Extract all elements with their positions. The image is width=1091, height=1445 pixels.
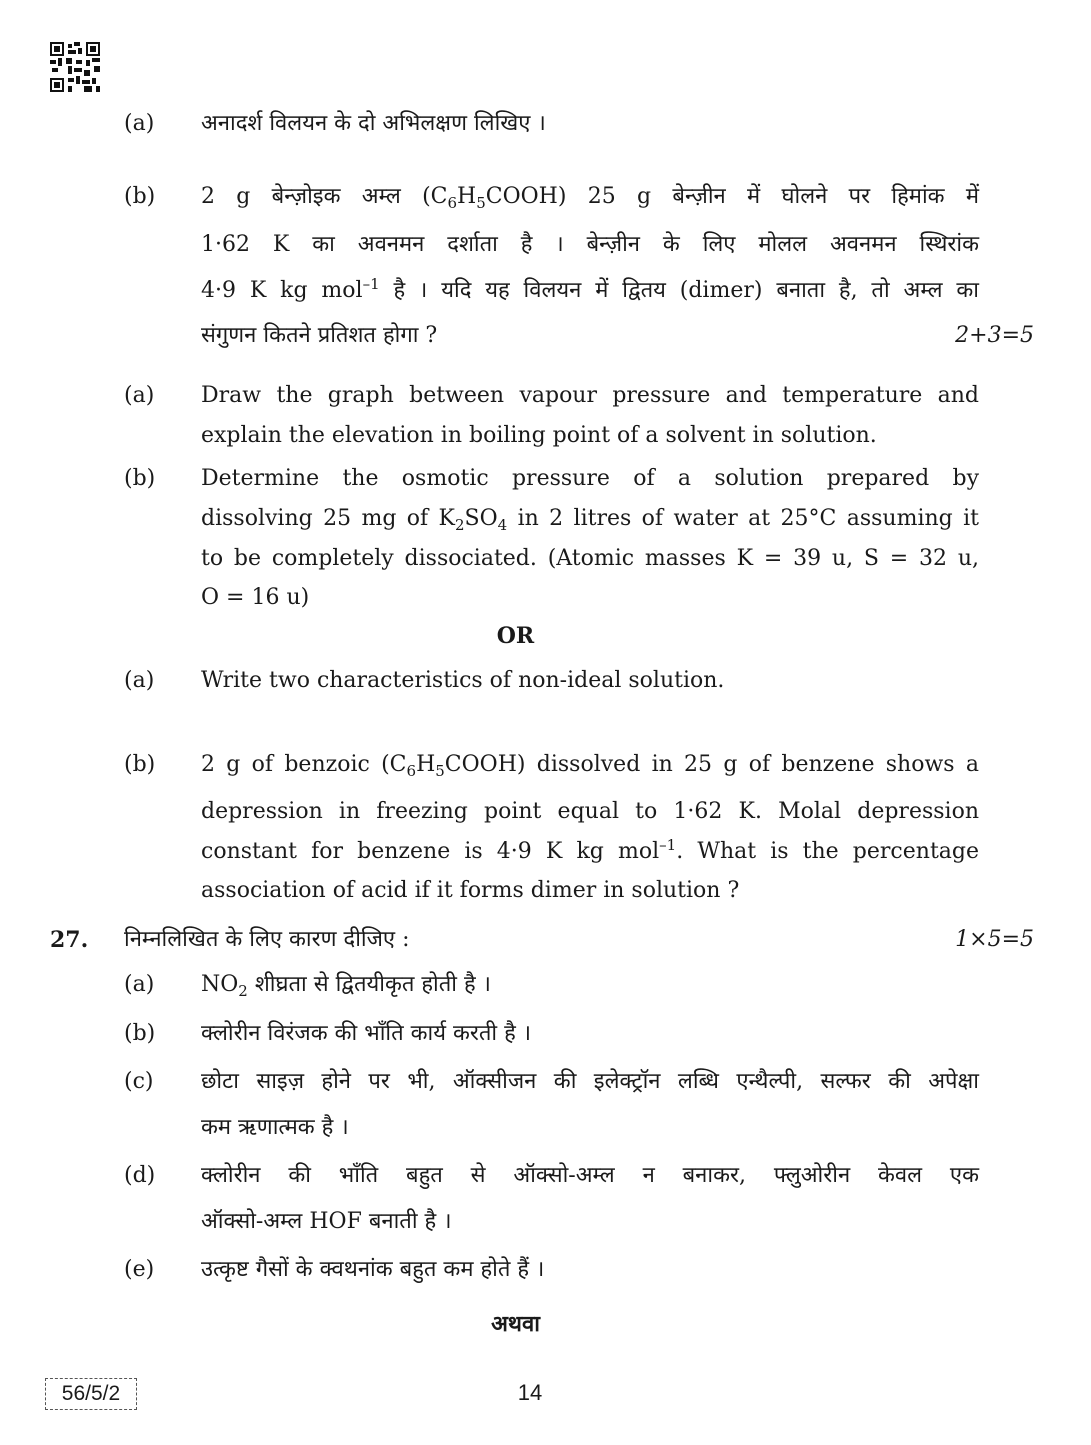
- hindi-b-line-4: संगुणन कितने प्रतिशत होगा ?: [201, 323, 438, 348]
- hindi-a-label: (a): [124, 111, 155, 136]
- q27-d-line-1: क्लोरीन की भाँति बहुत से ऑक्सो-अम्ल न बनाकर, फ्लुओरीन केवल एक: [201, 1163, 979, 1188]
- q27-c-line-2: कम ऋणात्मक है ।: [201, 1115, 349, 1140]
- q27-a-label: (a): [124, 972, 155, 997]
- q27-e-text: उत्कृष्ट गैसों के क्वथनांक बहुत कम होते हैं ।: [201, 1257, 545, 1282]
- q27-d-line-2: ऑक्सो-अम्ल HOF बनाती है ।: [201, 1209, 452, 1234]
- english-or-a-text: Write two characteristics of non-ideal solution.: [201, 668, 725, 693]
- english-b-label: (b): [124, 466, 156, 491]
- english-a-label: (a): [124, 383, 155, 408]
- paper-code-box: 56/5/2: [45, 1378, 137, 1410]
- english-or-b-line-2: depression in freezing point equal to 1·62 K. Molal depression: [201, 799, 979, 824]
- q27-d-label: (d): [124, 1163, 156, 1188]
- english-or-a-label: (a): [124, 668, 155, 693]
- hindi-b-line-3: 4·9 K kg mol$^{-1}$ है । यदि यह विलयन में द्वितय (dimer) बनाता है, तो अम्ल का: [201, 275, 979, 303]
- english-b-line-1: Determine the osmotic pressure of a solution prepared by: [201, 466, 979, 491]
- english-a-line-2: explain the elevation in boiling point of a solvent in solution.: [201, 423, 877, 448]
- athva-divider: अथवा: [491, 1311, 540, 1337]
- question-number-27: 27.: [50, 927, 89, 953]
- q27-heading: निम्नलिखित के लिए कारण दीजिए :: [124, 927, 410, 952]
- hindi-a-text: अनादर्श विलयन के दो अभिलक्षण लिखिए ।: [201, 111, 546, 136]
- english-or-b-line-1: 2 g of benzoic $(C_6H_5COOH)$ dissolved in 25 g of benzene shows a: [201, 752, 979, 780]
- hindi-b-line-2: 1·62 K का अवनमन दर्शाता है । बेन्ज़ीन के लिए मोलल अवनमन स्थिरांक: [201, 232, 979, 257]
- q27-c-label: (c): [124, 1069, 154, 1094]
- marks-2-3-5: 2+3=5: [955, 323, 1034, 348]
- q27-e-label: (e): [124, 1257, 155, 1282]
- q27-b-text: क्लोरीन विरंजक की भाँति कार्य करती है ।: [201, 1021, 532, 1046]
- or-divider: OR: [496, 623, 535, 649]
- page-number: 14: [517, 1380, 543, 1405]
- english-or-b-label: (b): [124, 752, 156, 777]
- english-or-b-line-4: association of acid if it forms dimer in solution ?: [201, 878, 740, 903]
- english-a-line-1: Draw the graph between vapour pressure and temperature and: [201, 383, 979, 408]
- hindi-b-label: (b): [124, 184, 156, 209]
- english-or-b-line-3: constant for benzene is 4·9 K kg mol$^{-1}$. What is the percentage: [201, 836, 980, 864]
- q27-a-text: $NO_2$ शीघ्रता से द्वितयीकृत होती है ।: [201, 972, 491, 1000]
- hindi-b-line-1: 2 g बेन्ज़ोइक अम्ल $(C_6H_5COOH)$ 25 g बेन्ज़ीन में घोलने पर हिमांक में: [201, 184, 979, 212]
- q27-b-label: (b): [124, 1021, 156, 1046]
- marks-1x5-5: 1×5=5: [955, 927, 1034, 952]
- qr-code-icon: [50, 42, 100, 92]
- english-b-line-4: O = 16 u): [201, 585, 310, 610]
- english-b-line-3: to be completely dissociated. (Atomic masses K = 39 u, S = 32 u,: [201, 546, 979, 571]
- english-b-line-2: dissolving 25 mg of $K_2SO_4$ in 2 litres of water at 25°C assuming it: [201, 506, 979, 534]
- q27-c-line-1: छोटा साइज़ होने पर भी, ऑक्सीजन की इलेक्ट्रॉन लब्धि एन्थैल्पी, सल्फर की अपेक्षा: [201, 1069, 979, 1094]
